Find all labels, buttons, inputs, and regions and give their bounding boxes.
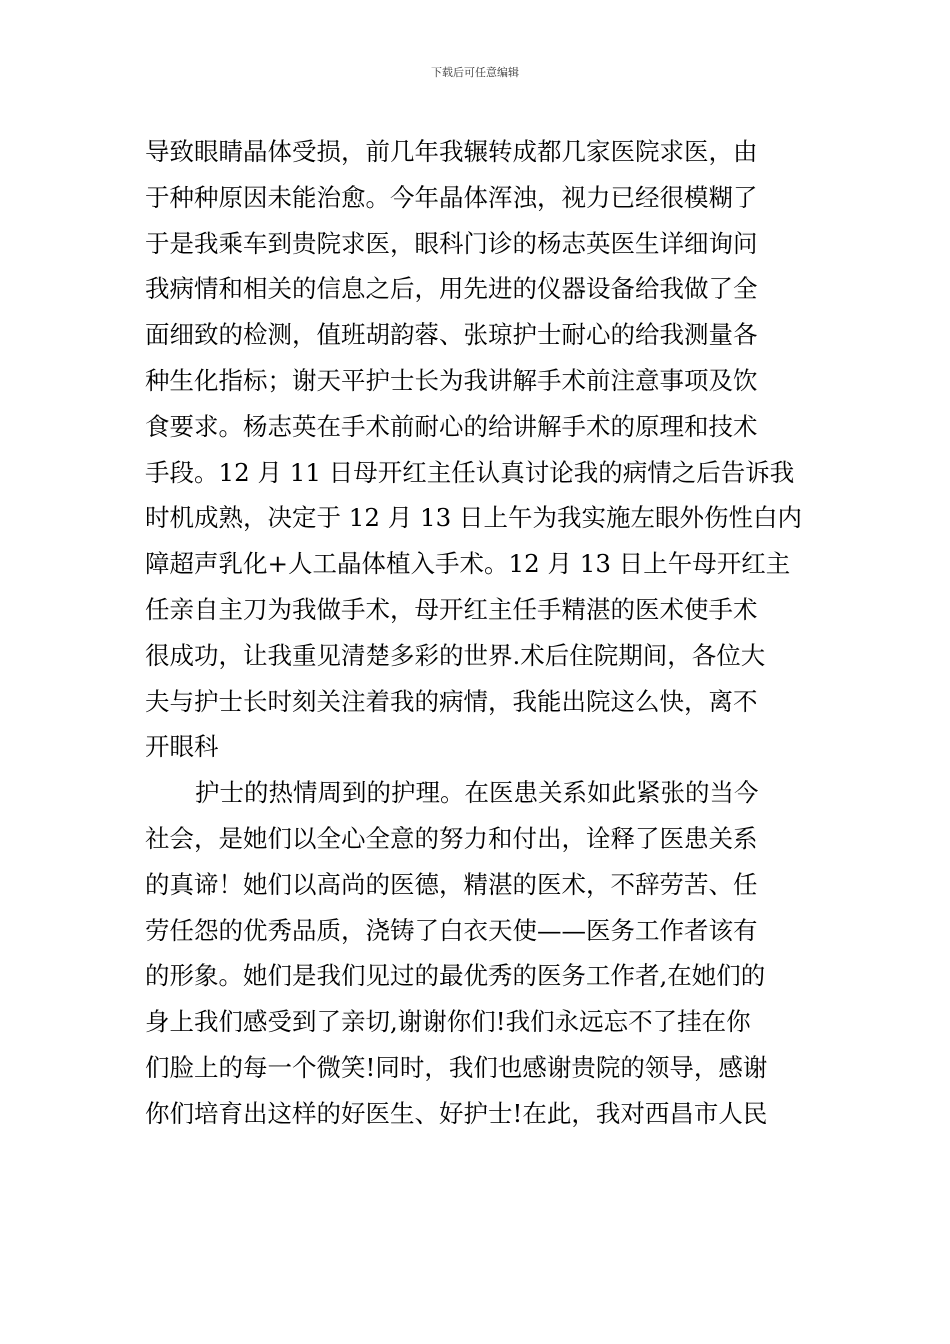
text-line: 们脸上的每一个微笑!同时，我们也感谢贵院的领导，感谢: [145, 1052, 768, 1082]
text-line: 身上我们感受到了亲切,谢谢你们!我们永远忘不了挂在你: [145, 1007, 751, 1037]
text-line: 于是我乘车到贵院求医，眼科门诊的杨志英医生详细询问: [145, 228, 758, 258]
text-line: 时机成熟，决定于 12 月 13 日上午为我实施左眼外伤性白内: [145, 503, 802, 533]
page-header: 下载后可任意编辑: [431, 66, 519, 79]
text-line: 种生化指标；谢天平护士长为我讲解手术前注意事项及饮: [145, 365, 758, 395]
text-line: 食要求。杨志英在手术前耐心的给讲解手术的原理和技术: [145, 411, 758, 441]
text-line: 手段。12 月 11 日母开红主任认真讨论我的病情之后告诉我: [145, 457, 795, 487]
text-line: 障超声乳化+人工晶体植入手术。12 月 13 日上午母开红主: [145, 549, 791, 579]
text-line: 劳任怨的优秀品质，浇铸了白衣天使——医务工作者该有: [145, 915, 758, 945]
paragraph-2: [145, 770, 811, 1136]
paragraph-1: [145, 129, 811, 770]
letter-body: [145, 129, 811, 1137]
text-line: 的真谛！她们以高尚的医德，精湛的医术，不辞劳苦、任: [145, 869, 758, 899]
text-line: 导致眼睛晶体受损，前几年我辗转成都几家医院求医，由: [145, 137, 758, 166]
text-line: 护士的热情周到的护理。在医患关系如此紧张的当今: [195, 778, 759, 808]
text-line: 面细致的检测，值班胡韵蓉、张琼护士耐心的给我测量各: [145, 320, 758, 350]
text-line: 很成功，让我重见清楚多彩的世界.术后住院期间，各位大: [145, 640, 766, 670]
text-line: 于种种原因未能治愈。今年晶体浑浊，视力已经很模糊了: [145, 182, 758, 212]
text-line: 夫与护士长时刻关注着我的病情，我能出院这么快，离不: [145, 686, 758, 716]
text-line: 开眼科: [145, 732, 219, 762]
text-line: 的形象。她们是我们见过的最优秀的医务工作者,在她们的: [145, 961, 766, 991]
text-line: 任亲自主刀为我做手术，母开红主任手精湛的医术使手术: [145, 594, 758, 624]
text-line: 我病情和相关的信息之后，用先进的仪器设备给我做了全: [145, 274, 758, 304]
text-line: 社会，是她们以全心全意的努力和付出，诠释了医患关系: [145, 823, 758, 853]
text-line: 你们培育出这样的好医生、好护士!在此，我对西昌市人民: [145, 1098, 768, 1128]
